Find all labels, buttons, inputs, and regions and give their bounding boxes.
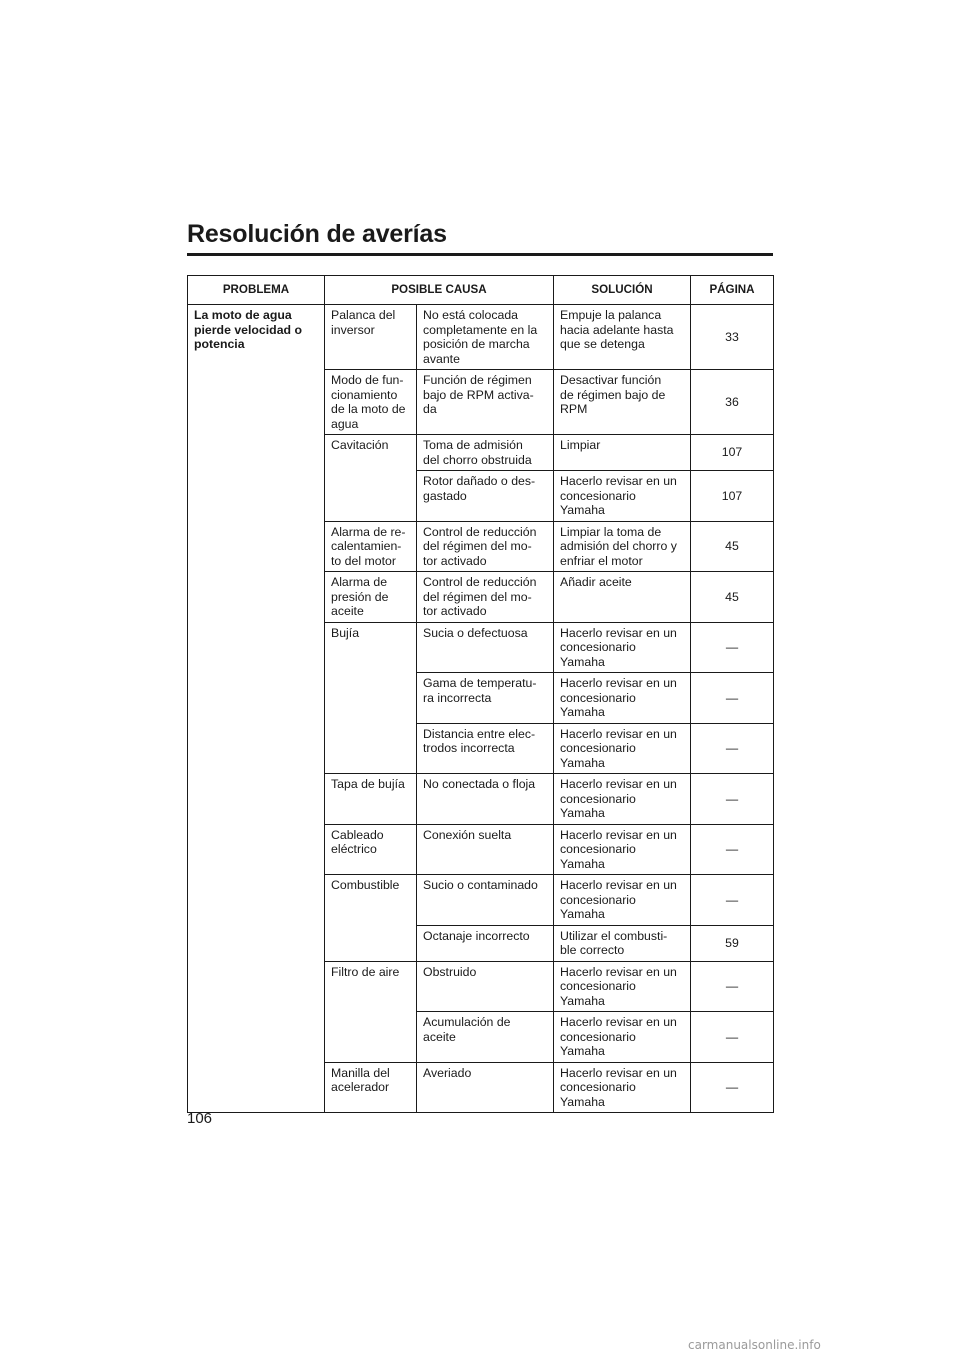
cause-detail-cell: Función de régimen bajo de RPM activa- da	[417, 370, 554, 435]
cause-detail-cell: Sucio o contaminado	[417, 875, 554, 926]
title-divider	[187, 253, 773, 256]
header-solution: SOLUCIÓN	[554, 276, 691, 305]
solution-cell: Hacerlo revisar en un concesionario Yamaha	[554, 471, 691, 522]
cause-cell: Combustible	[325, 875, 417, 962]
cause-detail-cell: Control de reducción del régimen del mo- tor activado	[417, 521, 554, 572]
page-cell: 59	[691, 925, 774, 961]
page-cell: 45	[691, 521, 774, 572]
cause-detail-cell: Acumulación de aceite	[417, 1012, 554, 1063]
cause-cell: Tapa de bujía	[325, 774, 417, 825]
page-cell: 45	[691, 572, 774, 623]
cause-cell: Alarma de re- calentamien- to del motor	[325, 521, 417, 572]
cause-detail-cell: Control de reducción del régimen del mo- tor activado	[417, 572, 554, 623]
page-cell: 33	[691, 305, 774, 370]
cause-detail-cell: Octanaje incorrecto	[417, 925, 554, 961]
solution-cell: Empuje la palanca hacia adelante hasta que se detenga	[554, 305, 691, 370]
solution-cell: Utilizar el combusti- ble correcto	[554, 925, 691, 961]
solution-cell: Añadir aceite	[554, 572, 691, 623]
cause-detail-cell: Distancia entre elec- trodos incorrecta	[417, 723, 554, 774]
cause-cell: Alarma de presión de aceite	[325, 572, 417, 623]
cause-detail-cell: No está colocada completamente en la posición de marcha avante	[417, 305, 554, 370]
cause-detail-cell: Conexión suelta	[417, 824, 554, 875]
solution-cell: Hacerlo revisar en un concesionario Yamaha	[554, 1012, 691, 1063]
cause-detail-cell: Sucia o defectuosa	[417, 622, 554, 673]
cause-detail-cell: Toma de admisión del chorro obstruida	[417, 435, 554, 471]
header-cause: POSIBLE CAUSA	[325, 276, 554, 305]
page-cell: 36	[691, 370, 774, 435]
solution-cell: Hacerlo revisar en un concesionario Yamaha	[554, 774, 691, 825]
cause-detail-cell: No conectada o floja	[417, 774, 554, 825]
cause-detail-cell: Gama de temperatu- ra incorrecta	[417, 673, 554, 724]
solution-cell: Desactivar función de régimen bajo de RPM	[554, 370, 691, 435]
solution-cell: Hacerlo revisar en un concesionario Yamaha	[554, 961, 691, 1012]
page-cell: —	[691, 723, 774, 774]
cause-cell: Cableado eléctrico	[325, 824, 417, 875]
watermark: carmanualsonline.info	[688, 1338, 821, 1352]
problem-text: La moto de agua pierde velocidad o potencia	[194, 308, 302, 351]
table-row	[188, 305, 774, 370]
cause-cell: Modo de fun- cionamiento de la moto de agua	[325, 370, 417, 435]
solution-cell: Hacerlo revisar en un concesionario Yamaha	[554, 1062, 691, 1113]
page-cell: —	[691, 774, 774, 825]
solution-cell: Limpiar la toma de admisión del chorro y enfriar el motor	[554, 521, 691, 572]
page-cell: —	[691, 875, 774, 926]
table-header-row	[188, 276, 774, 305]
solution-cell: Hacerlo revisar en un concesionario Yamaha	[554, 875, 691, 926]
cause-detail-cell: Averiado	[417, 1062, 554, 1113]
page-title: Resolución de averías	[187, 220, 447, 248]
page-cell: —	[691, 622, 774, 673]
problem-cell	[188, 305, 325, 1113]
cause-cell: Manilla del acelerador	[325, 1062, 417, 1113]
cause-detail-cell: Rotor dañado o des- gastado	[417, 471, 554, 522]
troubleshooting-table	[187, 275, 774, 1113]
page-cell: 107	[691, 471, 774, 522]
page-cell: —	[691, 673, 774, 724]
cause-detail-cell: Obstruido	[417, 961, 554, 1012]
cause-cell: Cavitación	[325, 435, 417, 522]
header-problem: PROBLEMA	[188, 276, 325, 305]
cause-cell: Bujía	[325, 622, 417, 774]
solution-cell: Hacerlo revisar en un concesionario Yamaha	[554, 824, 691, 875]
cause-cell: Palanca del inversor	[325, 305, 417, 370]
page-cell: —	[691, 824, 774, 875]
page-cell: —	[691, 1062, 774, 1113]
page-number: 106	[187, 1110, 213, 1127]
solution-cell: Hacerlo revisar en un concesionario Yamaha	[554, 622, 691, 673]
page-cell: 107	[691, 435, 774, 471]
solution-cell: Limpiar	[554, 435, 691, 471]
page-cell: —	[691, 1012, 774, 1063]
solution-cell: Hacerlo revisar en un concesionario Yamaha	[554, 723, 691, 774]
cause-cell: Filtro de aire	[325, 961, 417, 1062]
solution-cell: Hacerlo revisar en un concesionario Yamaha	[554, 673, 691, 724]
header-page: PÁGINA	[691, 276, 774, 305]
page-cell: —	[691, 961, 774, 1012]
